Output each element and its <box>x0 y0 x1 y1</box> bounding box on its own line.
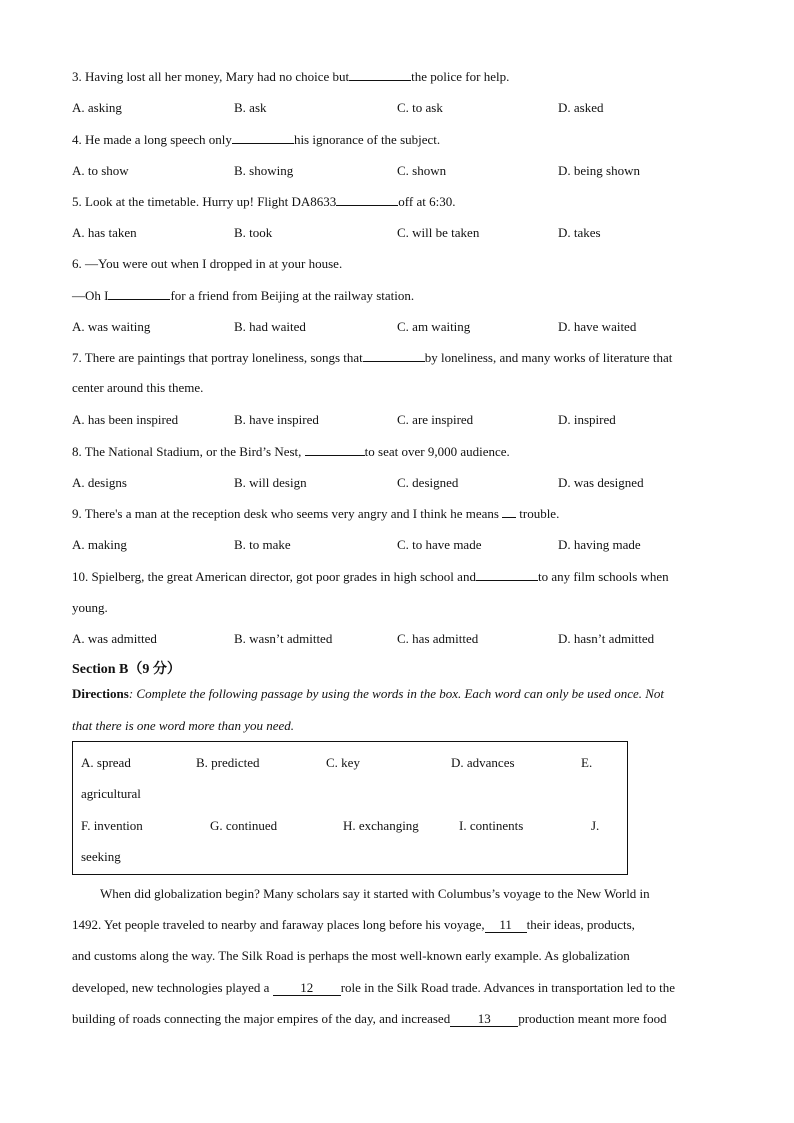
option-d[interactable]: D. being shown <box>558 163 640 178</box>
directions-cont: that there is one word more than you need. <box>72 718 295 733</box>
answer-blank[interactable] <box>349 68 411 81</box>
question-6-reply: —Oh I for a friend from Beijing at the railway station. <box>72 288 415 303</box>
word-e-label: E. <box>581 755 593 770</box>
question-7-cont: center around this theme. <box>72 380 204 395</box>
option-d[interactable]: D. takes <box>558 225 601 240</box>
option-c[interactable]: C. are inspired <box>397 412 474 427</box>
question-8: 8. The National Stadium, or the Bird’s Nest, to seat over 9,000 audience. <box>72 444 510 459</box>
blank-12[interactable]: 12 <box>273 981 341 996</box>
option-d[interactable]: D. was designed <box>558 475 644 490</box>
word-box <box>72 741 628 875</box>
option-b[interactable]: B. wasn’t admitted <box>234 631 333 646</box>
question-4: 4. He made a long speech only his ignorance of the subject. <box>72 132 441 147</box>
option-b[interactable]: B. ask <box>234 100 267 115</box>
option-d[interactable]: D. having made <box>558 537 641 552</box>
option-d[interactable]: D. hasn’t admitted <box>558 631 655 646</box>
passage-line-5: building of roads connecting the major empires of the day, and increased 13 production meant more food <box>72 1011 667 1026</box>
blank-13[interactable]: 13 <box>450 1012 518 1027</box>
option-a[interactable]: A. making <box>72 537 127 552</box>
option-c[interactable]: C. shown <box>397 163 447 178</box>
option-b[interactable]: B. to make <box>234 537 291 552</box>
option-b[interactable]: B. have inspired <box>234 412 319 427</box>
option-d[interactable]: D. have waited <box>558 319 637 334</box>
option-a[interactable]: A. has taken <box>72 225 137 240</box>
word-i: I. continents <box>459 818 524 833</box>
option-b[interactable]: B. will design <box>234 475 307 490</box>
option-d[interactable]: D. asked <box>558 100 604 115</box>
word-e: agricultural <box>81 786 141 801</box>
passage-line-2: 1492. Yet people traveled to nearby and faraway places long before his voyage, 11 their ideas, products, <box>72 917 635 932</box>
question-10-cont: young. <box>72 600 108 615</box>
option-c[interactable]: C. designed <box>397 475 459 490</box>
word-j: seeking <box>81 849 121 864</box>
option-a[interactable]: A. was admitted <box>72 631 157 646</box>
word-a: A. spread <box>81 755 131 770</box>
answer-blank[interactable] <box>363 349 425 362</box>
answer-blank[interactable] <box>305 443 365 456</box>
question-3: 3. Having lost all her money, Mary had no choice but the police for help. <box>72 69 510 84</box>
passage-line-1: When did globalization begin? Many scholars say it started with Columbus’s voyage to the New World in <box>100 886 650 901</box>
word-d: D. advances <box>451 755 515 770</box>
answer-blank[interactable] <box>476 568 538 581</box>
option-d[interactable]: D. inspired <box>558 412 616 427</box>
option-a[interactable]: A. has been inspired <box>72 412 179 427</box>
answer-blank[interactable] <box>336 193 398 206</box>
question-5: 5. Look at the timetable. Hurry up! Flight DA8633 off at 6:30. <box>72 194 456 209</box>
passage-line-3: and customs along the way. The Silk Road is perhaps the most well-known early example. As globalization <box>72 948 630 963</box>
question-9: 9. There's a man at the reception desk who seems very angry and I think he means trouble. <box>72 506 560 521</box>
option-c[interactable]: C. to ask <box>397 100 443 115</box>
option-c[interactable]: C. am waiting <box>397 319 471 334</box>
passage-line-4: developed, new technologies played a 12 role in the Silk Road trade. Advances in transportation led to the <box>72 980 676 995</box>
option-a[interactable]: A. was waiting <box>72 319 151 334</box>
question-10: 10. Spielberg, the great American director, got poor grades in high school and to any film schools when <box>72 569 669 584</box>
blank-11[interactable]: 11 <box>485 918 527 933</box>
question-7: 7. There are paintings that portray loneliness, songs that by loneliness, and many works of literature that <box>72 350 673 365</box>
option-a[interactable]: A. designs <box>72 475 127 490</box>
directions-label: Directions <box>72 686 129 701</box>
option-a[interactable]: A. to show <box>72 163 129 178</box>
word-b: B. predicted <box>196 755 260 770</box>
word-c: C. key <box>326 755 360 770</box>
question-6: 6. —You were out when I dropped in at your house. <box>72 256 343 271</box>
option-b[interactable]: B. took <box>234 225 273 240</box>
section-b-heading: Section B（9 分） <box>72 662 181 677</box>
option-b[interactable]: B. had waited <box>234 319 306 334</box>
answer-blank[interactable] <box>232 131 294 144</box>
option-c[interactable]: C. has admitted <box>397 631 479 646</box>
word-g: G. continued <box>210 818 278 833</box>
word-f: F. invention <box>81 818 143 833</box>
answer-blank[interactable] <box>108 287 170 300</box>
answer-blank[interactable] <box>502 505 516 518</box>
option-a[interactable]: A. asking <box>72 100 122 115</box>
option-b[interactable]: B. showing <box>234 163 294 178</box>
option-c[interactable]: C. will be taken <box>397 225 480 240</box>
word-j-label: J. <box>591 818 600 833</box>
word-h: H. exchanging <box>343 818 419 833</box>
option-c[interactable]: C. to have made <box>397 537 482 552</box>
directions-text: : Complete the following passage by using the words in the box. Each word can only be used once. Not <box>128 686 665 701</box>
directions <box>72 686 722 702</box>
